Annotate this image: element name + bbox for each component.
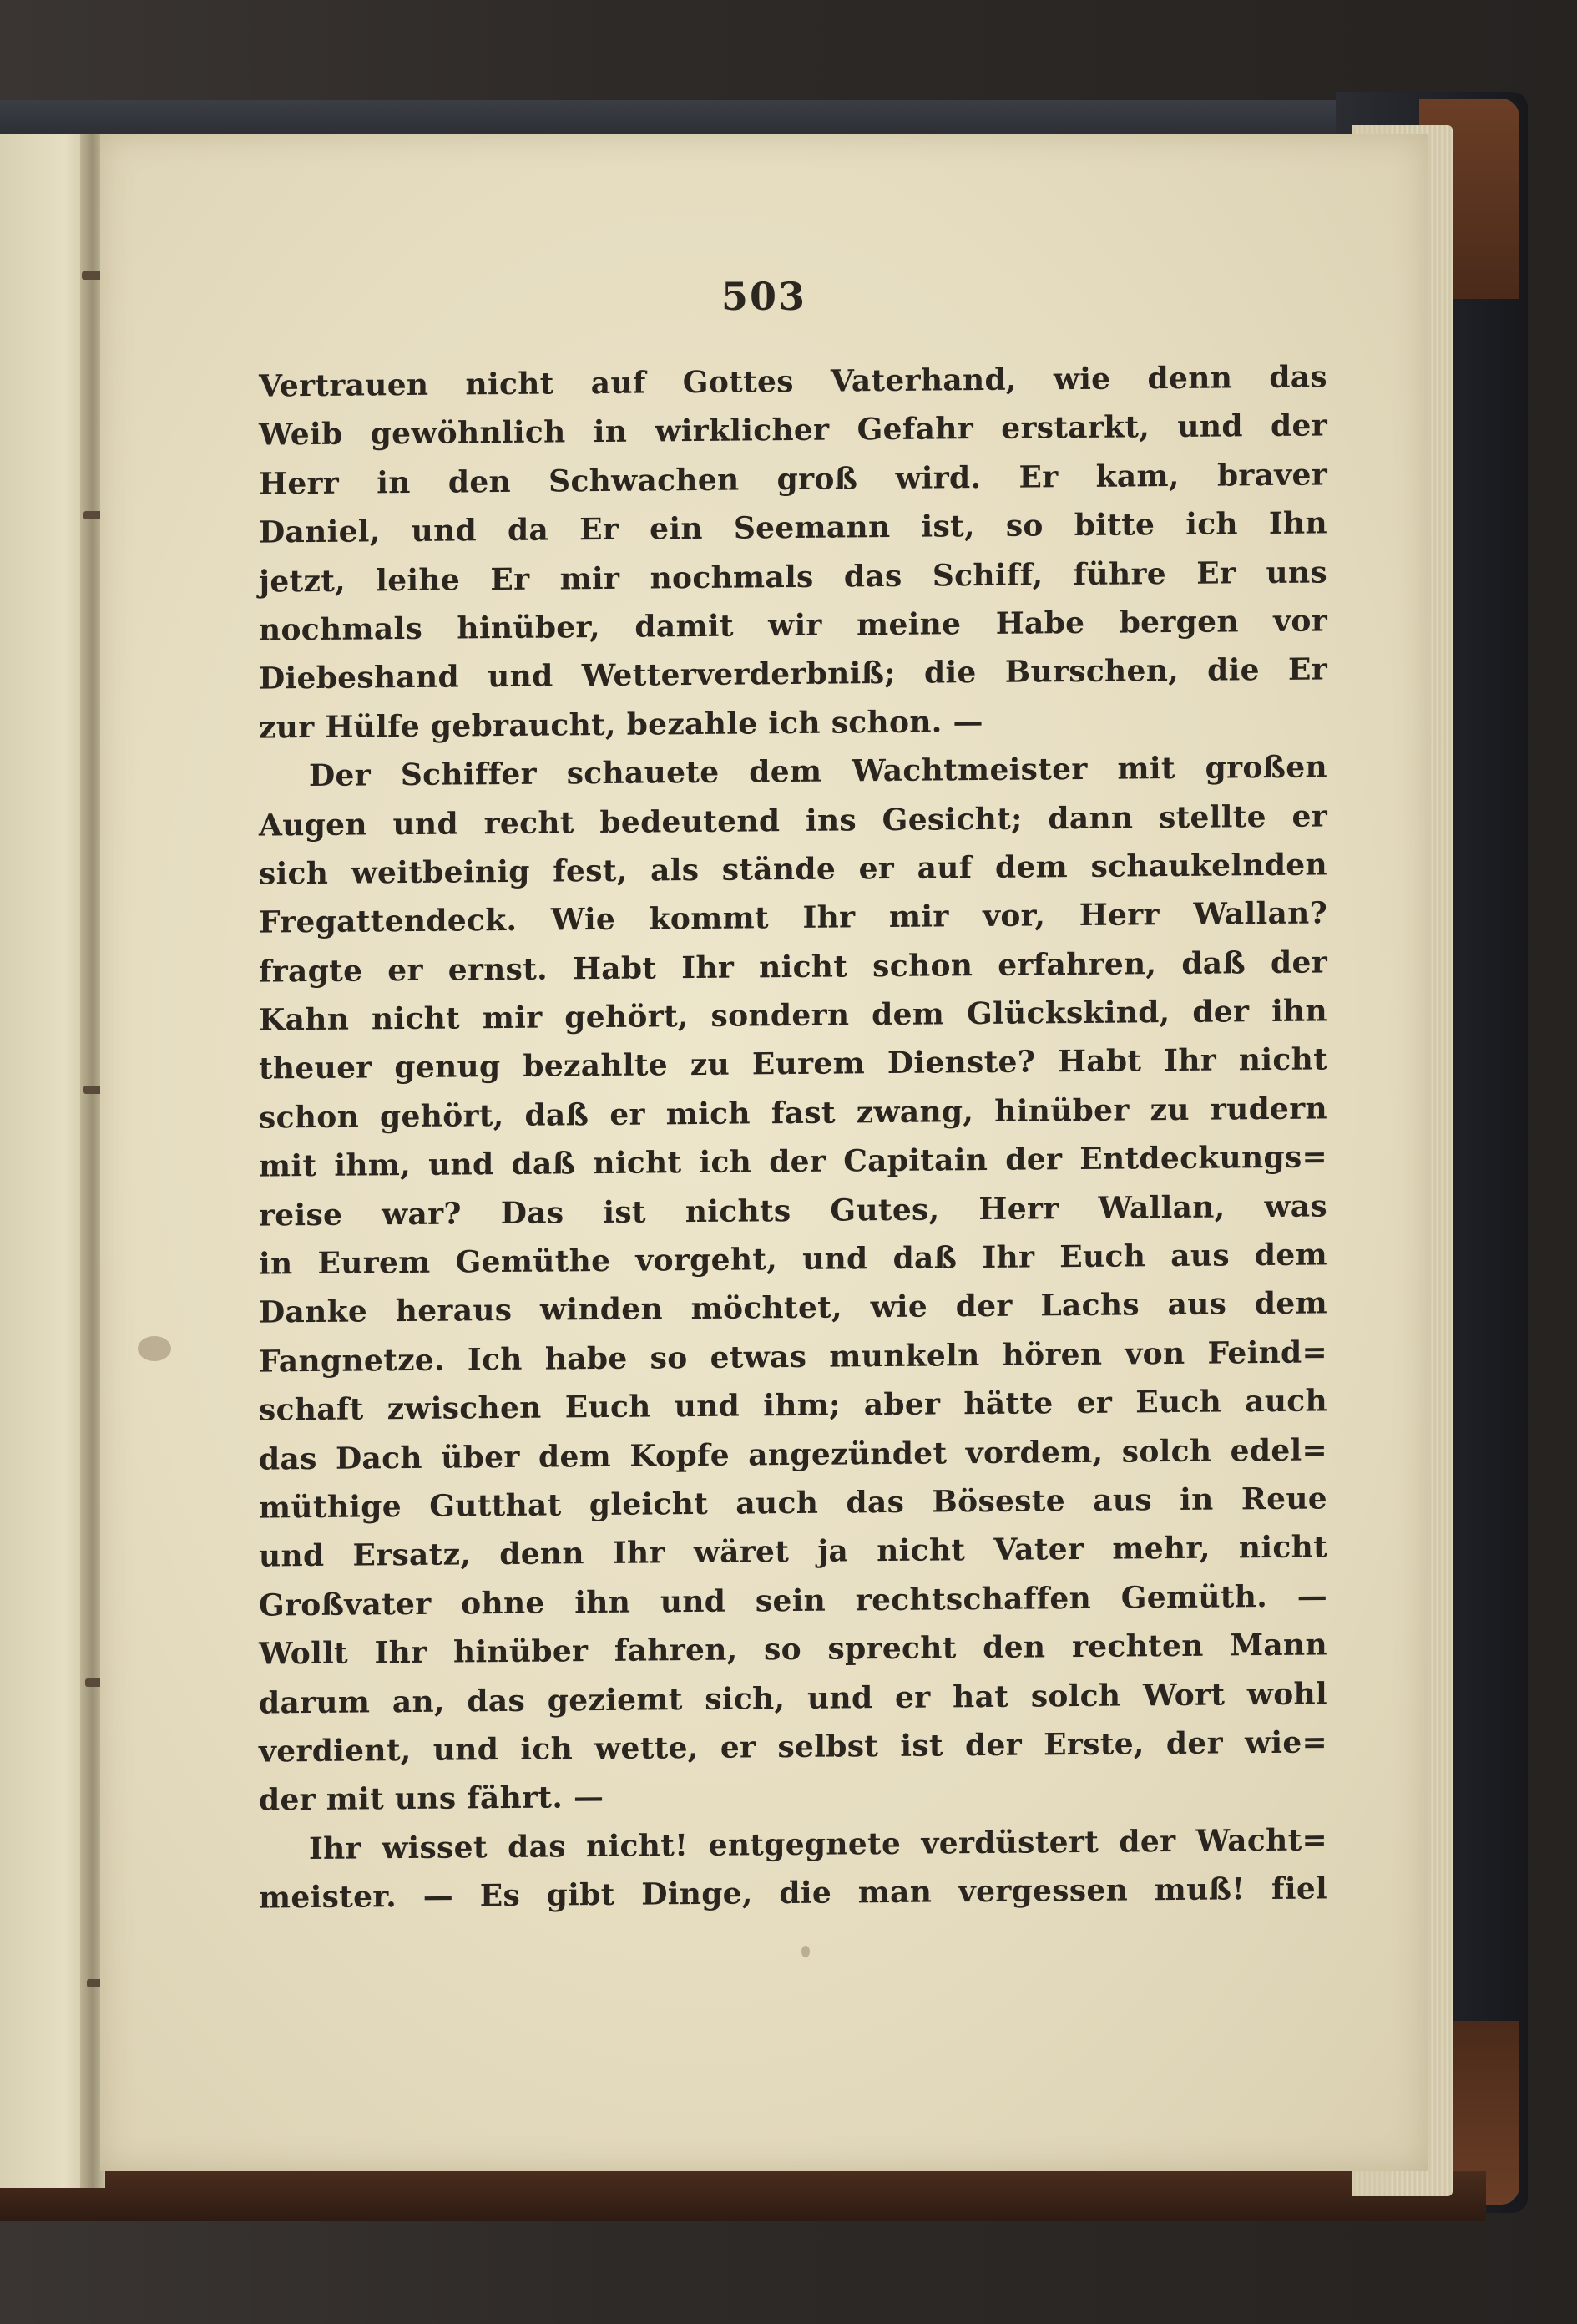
body-text — [259, 357, 1327, 1918]
text-line: fragte er ernst. Habt Ihr nicht schon erfahren, daß der — [259, 944, 1327, 990]
text-line: verdient, und ich wette, er selbst ist der Erste, der wie= — [259, 1724, 1327, 1770]
text-line: nochmals hinüber, damit wir meine Habe bergen vor — [259, 603, 1327, 648]
ink-stain — [138, 1336, 171, 1361]
text-line: reise war? Das ist nichts Gutes, Herr Wallan, was — [259, 1188, 1327, 1233]
text-line: Fregattendeck. Wie kommt Ihr mir vor, Herr Wallan? — [259, 895, 1327, 940]
ink-speck — [801, 1946, 810, 1957]
text-line: der mit uns fährt. — — [259, 1780, 604, 1818]
text-line: meister. — Es gibt Dinge, die man vergessen muß! fiel — [259, 1871, 1327, 1916]
text-line: Großvater ohne ihn und sein rechtschaffen Gemüth. — — [259, 1578, 1327, 1623]
text-line: Danke heraus winden möchtet, wie der Lachs aus dem — [259, 1285, 1327, 1331]
book-page — [100, 134, 1428, 2171]
text-line: sich weitbeinig fest, als stände er auf dem schaukelnden — [259, 847, 1327, 892]
text-line: Kahn nicht mir gehört, sondern dem Glückskind, der ihn — [259, 993, 1327, 1038]
text-line: darum an, das geziemt sich, und er hat solch Wort wohl — [259, 1675, 1327, 1721]
text-line: jetzt, leihe Er mir nochmals das Schiff, führe Er uns — [259, 554, 1327, 600]
text-line: in Eurem Gemüthe vorgeht, und daß Ihr Euch aus dem — [259, 1237, 1327, 1282]
text-line: schon gehört, daß er mich fast zwang, hinüber zu rudern — [259, 1091, 1327, 1136]
facing-page-left — [0, 134, 92, 2188]
text-line: das Dach über dem Kopfe angezündet vordem, solch edel= — [259, 1432, 1327, 1477]
page-number: 503 — [720, 274, 807, 319]
text-line: Diebeshand und Wetterverderbniß; die Burschen, die Er — [259, 651, 1327, 696]
text-line: theuer genug bezahlte zu Eurem Dienste? Habt Ihr nicht — [259, 1041, 1327, 1087]
text-line: Augen und recht bedeutend ins Gesicht; dann stellte er — [259, 797, 1327, 843]
text-line: schaft zwischen Euch und ihm; aber hätte er Euch auch — [259, 1383, 1327, 1428]
text-line: Fangnetze. Ich habe so etwas munkeln hören von Feind= — [259, 1334, 1327, 1380]
text-line: Weib gewöhnlich in wirklicher Gefahr erstarkt, und der — [259, 408, 1327, 453]
text-line: Der Schiffer schauete dem Wachtmeister mit großen — [309, 749, 1327, 794]
text-line: zur Hülfe gebraucht, bezahle ich schon. — — [259, 703, 983, 746]
text-line: Wollt Ihr hinüber fahren, so sprecht den rechten Mann — [259, 1627, 1327, 1672]
text-line: müthige Gutthat gleicht auch das Böseste aus in Reue — [259, 1481, 1327, 1526]
text-line: und Ersatz, denn Ihr wäret ja nicht Vater mehr, nicht — [259, 1529, 1327, 1574]
text-line: Vertrauen nicht auf Gottes Vaterhand, wie denn das — [259, 359, 1327, 404]
text-line: Ihr wisset das nicht! entgegnete verdüstert der Wacht= — [309, 1822, 1327, 1866]
text-line: Daniel, und da Er ein Seemann ist, so bitte ich Ihn — [259, 505, 1327, 550]
text-line: Herr in den Schwachen groß wird. Er kam, braver — [259, 457, 1327, 502]
book-cover-bottom-edge — [0, 2171, 1486, 2221]
text-line: mit ihm, und daß nicht ich der Capitain der Entdeckungs= — [259, 1139, 1327, 1184]
